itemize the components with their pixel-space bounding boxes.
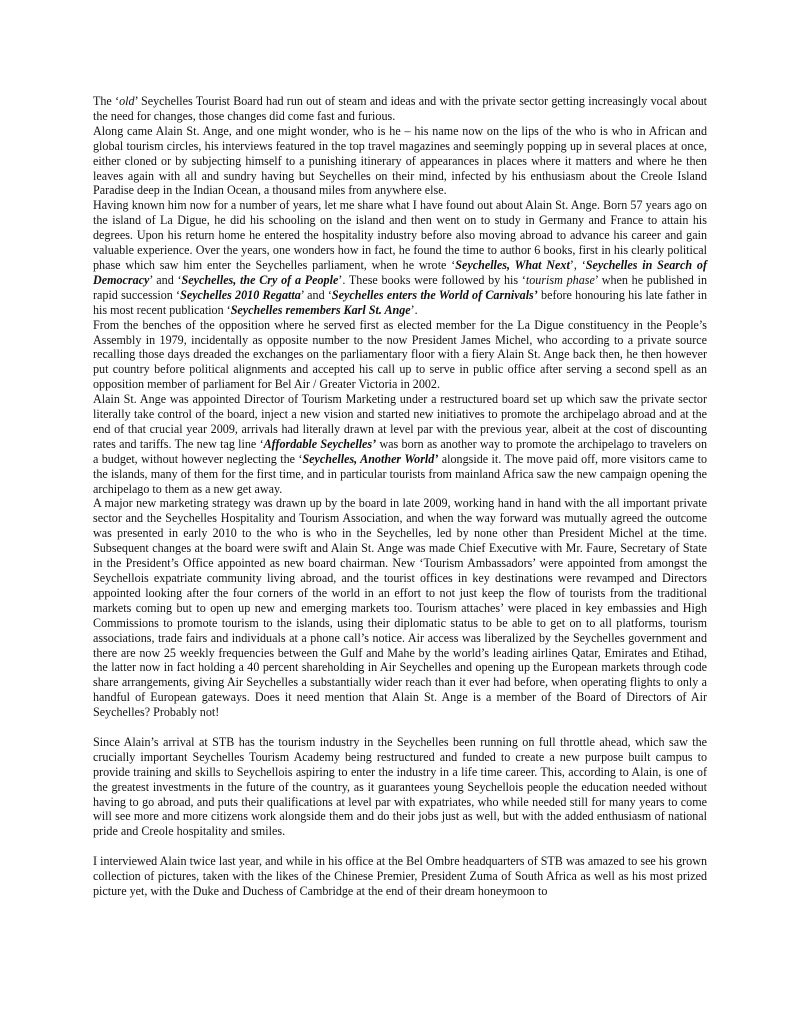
bold-italic-title: Seychelles enters the World of Carnivals’	[331, 287, 538, 302]
paragraph-opposition: From the benches of the opposition where he served first as elected member for the La Digue constituency in the People’s Assembly in 1979, incidentally as opposite number to the now President James Michel, who according to a private source recalling those days dreaded the exchanges on the parliamentary floor with a fiery Alain St. Ange back then, he then however put country before political alignments and accepted his call up to serve in public office after serving a second spell as an opposition member of parliament for Bel Air / Greater Victoria in 2002.	[93, 317, 707, 392]
paragraph-director: Alain St. Ange was appointed Director of Tourism Marketing under a restructured board set up which saw the private sector literally take control of the board, inject a new vision and started new initiatives to promote the archipelago abroad and at the end of that crucial year 2009, arrivals had literally drawn at level par with the previous year, albeit at the cost of discounting rates and tariffs. The new tag line ‘Affordable Seychelles’ was born as another way to promote the archipelago to travelers on a budget, without however neglecting the ‘Seychelles, Another World’ alongside it. The move paid off, more visitors came to the islands, many of them for the first time, and in particular tourists from mainland Africa saw the new campaign opening the archipelago to them as a new get away.	[93, 392, 708, 496]
paragraph-interview: I interviewed Alain twice last year, and while in his office at the Bel Ombre headquarters of STB was amazed to see his grown collection of pictures, taken with the likes of the Chinese Premier, President Zuma of South Africa as well as his most prized picture yet, with the Duke and Duchess of Cambridge at the end of their dream honeymoon to	[93, 854, 707, 898]
paragraph-intro: The ‘old’ Seychelles Tourist Board had run out of steam and ideas and with the private sector getting increasingly vocal about the need for changes, those changes did come fast and furious.	[93, 94, 707, 123]
italic-text: old	[119, 94, 135, 108]
paragraph-biography: Having known him now for a number of years, let me share what I have found out about Alain St. Ange. Born 57 years ago on the island of La Digue, he did his schooling on the island and then went on to study in Germany and France to attain his degrees. Upon his return home he entered the hospitality industry before also moving abroad to advance his career and gain valuable experience. Over the years, one wonders how in fact, he found the time to author 6 books, first in his clearly political phase which saw him enter the Seychelles parliament, when he wrote ‘Seychelles, What Next’, ‘Seychelles in Search of Democracy’ and ‘Seychelles, the Cry of a People’. These books were followed by his ‘tourism phase’ when he published in rapid succession ‘Seychelles 2010 Regatta’ and ‘Seychelles enters the World of Carnivals’ before honouring his late father in his most recent publication ‘Seychelles remembers Karl St. Ange’.	[93, 198, 708, 317]
bold-italic-title: Seychelles in Search of Democracy	[93, 257, 708, 287]
bold-italic-title: Seychelles, the Cry of a People	[181, 272, 339, 287]
bold-italic-title: Seychelles 2010 Regatta	[180, 287, 301, 302]
italic-text: tourism phase	[525, 272, 595, 287]
paragraph-academy: Since Alain’s arrival at STB has the tourism industry in the Seychelles been running on full throttle ahead, which saw the crucially important Seychelles Tourism Academy being restructured and funded to create a new purpose built campus to provide training and skills to Seychellois aspiring to enter the industry in a life time career. This, according to Alain, is one of the greatest investments in the future of the country, as it guarantees young Seychellois people the education needed without having to go abroad, and puts their qualifications at level par with expatriates, who while needed still for many years to come will see more and more citizens work alongside them and do their jobs just as well, but with the added enthusiasm of national pride and Creole hospitality and smiles.	[93, 734, 707, 839]
bold-italic-title: Seychelles, Another World’	[302, 451, 439, 466]
paragraph-along-came: Along came Alain St. Ange, and one might wonder, who is he – his name now on the lips of the who is who in African and global tourism circles, his interviews featured in the top travel magazines and seemingly popping up in several places at once, either cloned or by subjecting himself to a punishing itinerary of appearances in places where it matters and where he then leaves again with all and sundry having but Seychelles on their mind, infected by his enthusiasm about the Creole Island Paradise deep in the Indian Ocean, a thousand miles from anywhere else.	[93, 123, 707, 198]
document-page	[93, 94, 707, 899]
bold-italic-title: Affordable Seychelles’	[263, 436, 377, 451]
bold-italic-title: Seychelles remembers Karl St. Ange	[230, 302, 411, 317]
paragraph-strategy: A major new marketing strategy was drawn up by the board in late 2009, working hand in hand with the all important private sector and the Seychelles Hospitality and Tourism Association, and when the way forward was mutually agreed the outcome was presented in early 2010 to the who is who in the Seychelles, led by none other than President Michel at the time. Subsequent changes at the board were swift and Alain St. Ange was made Chief Executive with Mr. Faure, Secretary of State in the President’s Office appointed as new board chairman. New ‘Tourism Ambassadors’ were appointed from amongst the Seychellois expatriate community living abroad, and the tourist offices in key destinations were revamped and Directors appointed looking after the four corners of the world in an effort to not just keep the flow of tourists from the traditional markets coming but to open up new and emerging markets too. Tourism attaches’ were placed in key embassies and High Commissions to promote tourism to the islands, using their diplomatic status to be able to get on to all platforms, tourism associations, trade fairs and individuals at a phone call’s notice. Air access was liberalized by the Seychelles government and there are now 25 weekly frequencies between the Gulf and Mahe by the world’s leading airlines Qatar, Emirates and Etihad, the latter now in fact holding a 40 percent shareholding in Air Seychelles and opening up the European markets through code share arrangements, giving Air Seychelles a substantially wider reach than it ever had before, when operating flights to only a handful of European gateways. Does it need mention that Alain St. Ange is a member of the Board of Directors of Air Seychelles? Probably not!	[93, 496, 707, 720]
bold-italic-title: Seychelles, What Next	[455, 257, 570, 272]
